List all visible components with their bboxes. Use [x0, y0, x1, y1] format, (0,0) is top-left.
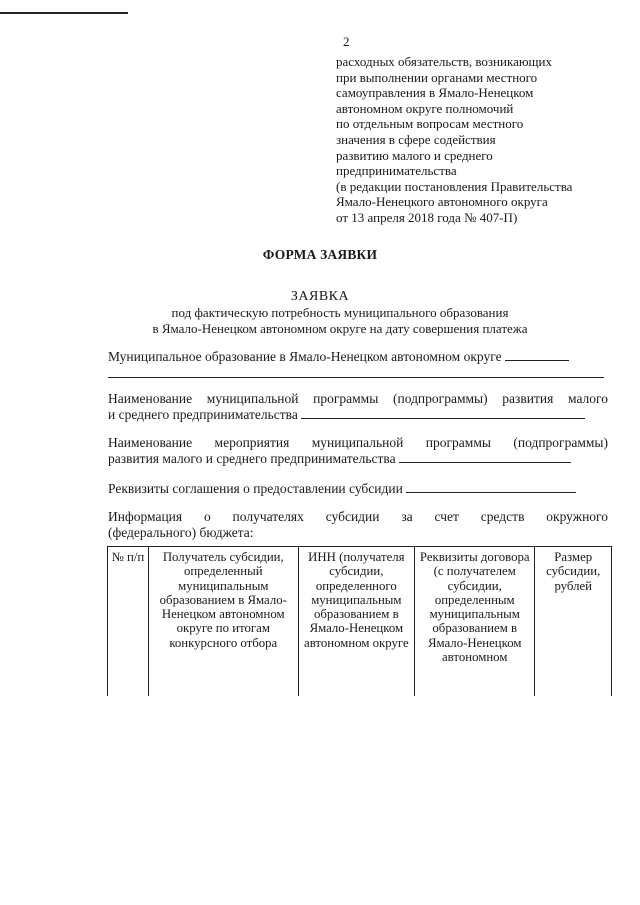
municipality-field	[108, 349, 608, 365]
activity-blank[interactable]	[399, 452, 571, 463]
program-field	[108, 391, 608, 423]
agreement-blank[interactable]	[406, 482, 576, 493]
recipients-info-line: Информация о получателях субсидии за счет средств окружного	[108, 509, 608, 524]
header-note-line: автономном округе полномочий	[336, 100, 514, 116]
recipients-info	[108, 509, 608, 541]
table-header-row	[108, 547, 612, 697]
application-subtitle	[110, 305, 570, 336]
table-header-cell: Размер субсидии, рублей	[535, 547, 612, 697]
municipality-blank[interactable]	[505, 350, 569, 361]
agreement-label: Реквизиты соглашения о предоставлении субсидии	[108, 481, 403, 496]
header-note-line: значения в сфере содействия	[336, 131, 496, 147]
activity-label-line: развития малого и среднего предпринимательства	[108, 451, 396, 466]
program-blank[interactable]	[301, 408, 585, 419]
application-subtitle-line: в Ямало-Ненецком автономном округе на дату совершения платежа	[152, 320, 528, 336]
header-note	[336, 54, 626, 226]
activity-field	[108, 435, 608, 467]
header-note-line: от 13 апреля 2018 года № 407-П)	[336, 209, 518, 225]
header-note-line: самоуправления в Ямало-Ненецком	[336, 85, 534, 101]
activity-label-line: Наименование мероприятия муниципальной программы (подпрограммы)	[108, 435, 608, 450]
header-note-line: при выполнении органами местного	[336, 69, 538, 85]
table-header-cell: Получатель субсидии, определенный муниципальным образованием в Ямало-Ненецком автономном округе по итогам конкурсного отбора	[148, 547, 298, 697]
header-note-line: расходных обязательств, возникающих	[336, 54, 553, 69]
table-header-cell: ИНН (получателя субсидии, определенного муниципальным образованием в Ямало-Ненецком автономном округе	[298, 547, 414, 697]
application-title: ЗАЯВКА	[290, 289, 350, 304]
program-label-line: и среднего предпринимательства	[108, 407, 298, 422]
table-header-cell: № п/п	[108, 547, 149, 697]
table-header-cell: Реквизиты договора (с получателем субсидии, определенным муниципальным образованием в Ямало-Ненецком автономном	[414, 547, 534, 697]
header-note-line: (в редакции постановления Правительства	[336, 178, 573, 194]
program-label-line: Наименование муниципальной программы (подпрограммы) развития малого	[108, 391, 608, 406]
recipients-info-line: (федерального) бюджета:	[108, 525, 254, 540]
form-title: ФОРМА ЗАЯВКИ	[262, 247, 378, 262]
application-subtitle-line: под фактическую потребность муниципального образования	[171, 305, 509, 320]
header-note-line: предпринимательства	[336, 163, 457, 179]
municipality-label: Муниципальное образование в Ямало-Ненецком автономном округе	[108, 349, 502, 364]
top-rule	[0, 0, 128, 14]
page-number: 2	[343, 34, 350, 49]
header-note-line: Ямало-Ненецкого автономного округа	[336, 194, 548, 210]
recipients-table	[107, 546, 612, 696]
header-note-line: по отдельным вопросам местного	[336, 116, 524, 132]
agreement-field	[108, 481, 608, 497]
municipality-blank-line[interactable]	[108, 377, 604, 378]
header-note-line: развитию малого и среднего	[336, 147, 493, 163]
